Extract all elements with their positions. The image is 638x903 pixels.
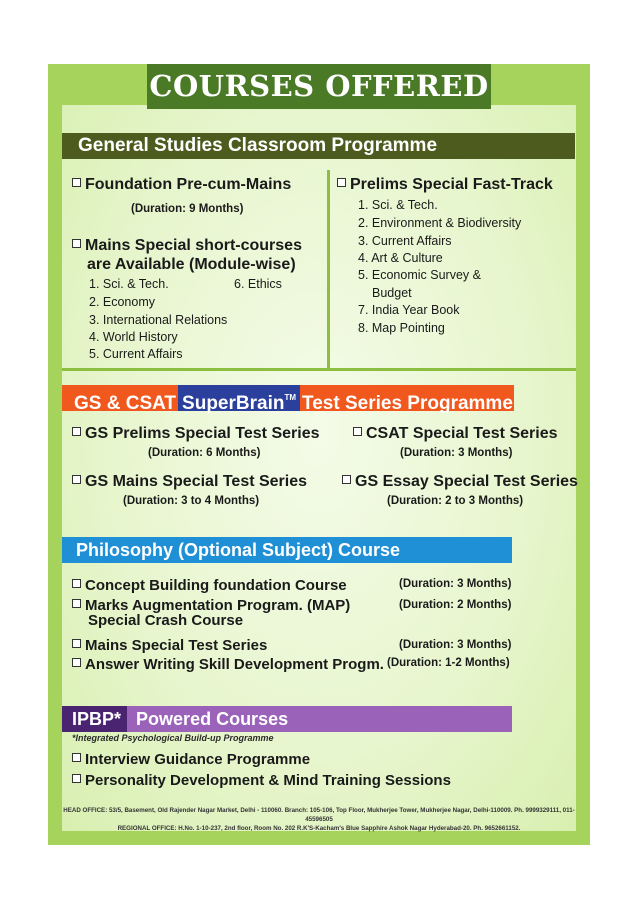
gs-essay-test-duration: (Duration: 2 to 3 Months)	[387, 495, 524, 507]
head-office-address: HEAD OFFICE: 53/5, Basement, Old Rajender Nagar Market, Delhi - 110060. Branch: 105-106, Top Floor, Mukherjee Tower, Mukherjee Nagar, Delhi-110009. Ph. 9999329111, 011-45596505	[63, 807, 575, 823]
mains-module-1: 1. Sci. & Tech.	[89, 277, 169, 291]
gs-mains-test-duration: (Duration: 3 to 4 Months)	[123, 495, 260, 507]
mains-short-courses	[72, 237, 302, 255]
philosophy-banner: Philosophy (Optional Subject) Course	[62, 537, 512, 563]
phil-map-label: Marks Augmentation Program. (MAP)	[85, 597, 351, 614]
csat-test	[353, 425, 557, 443]
phil-crash-course: Special Crash Course	[88, 612, 244, 629]
mains-module-4: 4. World History	[89, 330, 178, 344]
regional-office-address: REGIONAL OFFICE: H.No. 1-10-237, 2nd floor, Room No. 202 R.K'S-Kacham's Blue Sapphire Ashok Nagar Hyderabad-20. Ph. 9652661152.	[117, 825, 521, 832]
gs-essay-test-label: GS Essay Special Test Series	[355, 473, 578, 490]
mains-module-6: 6. Ethics	[234, 277, 282, 291]
phil-mains-test-duration: (Duration: 3 Months)	[399, 639, 512, 651]
mains-short-label-1: Mains Special short-courses	[85, 237, 302, 254]
trademark-mark: TM	[284, 393, 297, 402]
ipbp-footnote: *Integrated Psychological Build-up Programme	[72, 733, 274, 743]
checkbox-icon	[72, 475, 81, 484]
prelims-fast-label: Prelims Special Fast-Track	[350, 176, 553, 193]
checkbox-icon	[72, 599, 81, 608]
checkbox-icon	[337, 178, 346, 187]
phil-map-duration: (Duration: 2 Months)	[399, 599, 512, 611]
ipbp-tag: IPBP*	[62, 706, 127, 732]
prelims-item-7: 7. India Year Book	[358, 303, 460, 317]
ipbp-banner	[62, 706, 512, 732]
checkbox-icon	[342, 475, 351, 484]
checkbox-icon	[353, 427, 362, 436]
prelims-item-4: 4. Art & Culture	[358, 251, 443, 265]
checkbox-icon	[72, 658, 81, 667]
checkbox-icon	[72, 427, 81, 436]
prelims-item-3: 3. Current Affairs	[358, 234, 452, 248]
phil-concept-duration: (Duration: 3 Months)	[399, 578, 512, 590]
gs-mains-test	[72, 473, 307, 491]
interview-guidance	[72, 751, 310, 768]
phil-concept-label: Concept Building foundation Course	[85, 577, 347, 594]
mains-short-label-2: are Available (Module-wise)	[87, 256, 296, 273]
page-title: COURSES OFFERED	[147, 64, 491, 109]
phil-mains-test-label: Mains Special Test Series	[85, 637, 268, 654]
checkbox-icon	[72, 178, 81, 187]
phil-mains-test	[72, 637, 267, 654]
phil-answer-writing	[72, 656, 384, 673]
csat-test-label: CSAT Special Test Series	[366, 425, 558, 442]
superbrain-text: SuperBrain	[182, 393, 285, 414]
gs-classroom-banner: General Studies Classroom Programme	[62, 133, 575, 159]
personality-development-label: Personality Development & Mind Training Sessions	[85, 772, 451, 789]
interview-guidance-label: Interview Guidance Programme	[85, 751, 311, 768]
footer-address	[62, 806, 576, 833]
checkbox-icon	[72, 639, 81, 648]
foundation-duration: (Duration: 9 Months)	[131, 203, 244, 215]
gs-prelims-test-label: GS Prelims Special Test Series	[85, 425, 320, 442]
foundation-course	[72, 176, 291, 194]
prelims-item-1: 1. Sci. & Tech.	[358, 198, 438, 212]
prelims-item-8: 8. Map Pointing	[358, 321, 445, 335]
mains-module-3: 3. International Relations	[89, 313, 228, 327]
column-divider	[327, 170, 330, 369]
gs-prelims-test	[72, 425, 320, 443]
prelims-fast-track	[337, 176, 553, 194]
checkbox-icon	[72, 239, 81, 248]
phil-answer-writing-duration: (Duration: 1-2 Months)	[387, 657, 510, 669]
prelims-item-5-cont: Budget	[372, 286, 412, 300]
csat-test-duration: (Duration: 3 Months)	[400, 447, 513, 459]
checkbox-icon	[72, 753, 81, 762]
checkbox-icon	[72, 579, 81, 588]
prelims-item-2: 2. Environment & Biodiversity	[358, 216, 522, 230]
test-band-suffix: Test Series Programme	[302, 393, 513, 414]
gs-mains-test-label: GS Mains Special Test Series	[85, 473, 308, 490]
gs-essay-test	[342, 473, 578, 491]
checkbox-icon	[72, 774, 81, 783]
prelims-item-5: 5. Economic Survey &	[358, 268, 481, 282]
superbrain-brand	[178, 385, 300, 414]
foundation-label: Foundation Pre-cum-Mains	[85, 176, 292, 193]
section-divider	[62, 368, 576, 371]
phil-concept-building	[72, 577, 347, 594]
personality-development	[72, 772, 451, 789]
ipbp-banner-text: Powered Courses	[136, 709, 289, 729]
gs-prelims-test-duration: (Duration: 6 Months)	[148, 447, 261, 459]
mains-module-2: 2. Economy	[89, 295, 156, 309]
phil-answer-writing-label: Answer Writing Skill Development Progm.	[85, 656, 384, 673]
test-series-banner	[62, 385, 514, 414]
mains-module-5: 5. Current Affairs	[89, 347, 183, 361]
test-band-prefix: GS & CSAT	[74, 393, 177, 414]
